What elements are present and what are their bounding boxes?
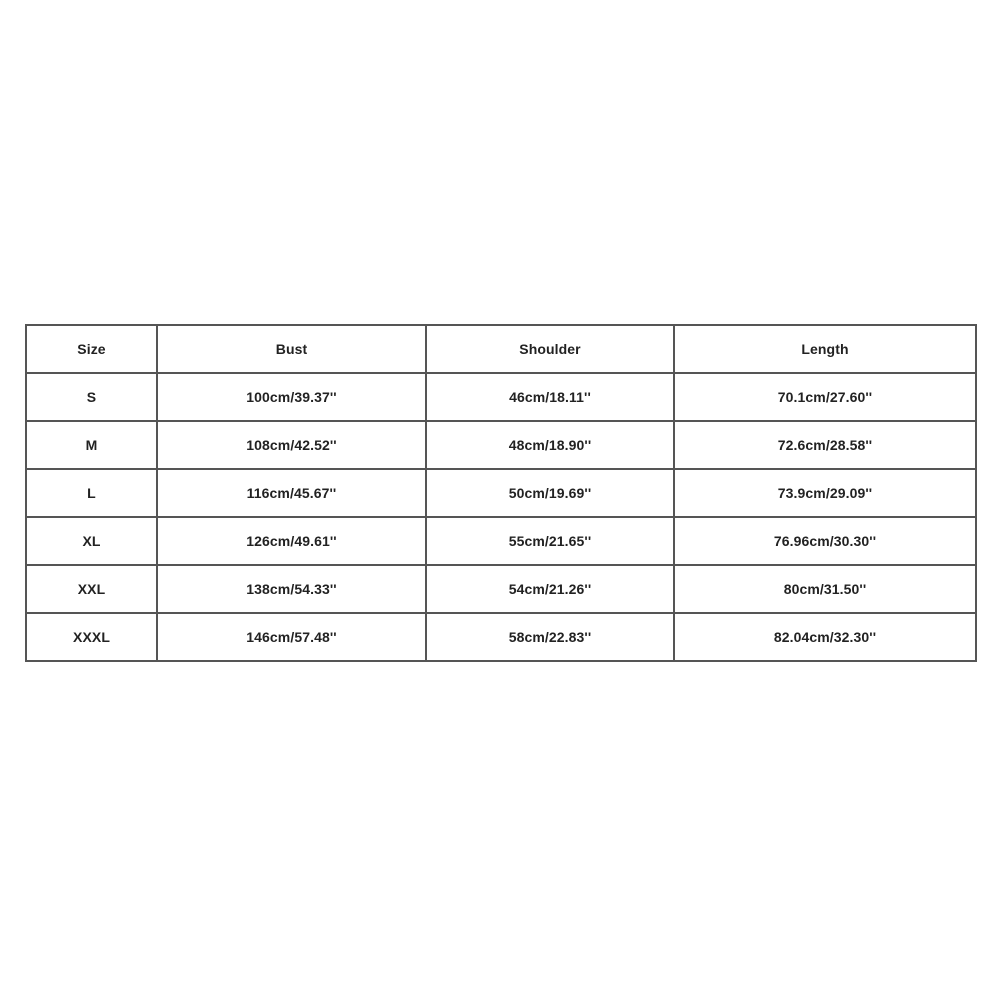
cell-shoulder: 58cm/22.83'' (426, 613, 674, 661)
table-row (26, 613, 976, 661)
cell-size: L (26, 469, 157, 517)
cell-bust: 126cm/49.61'' (157, 517, 426, 565)
cell-length: 80cm/31.50'' (674, 565, 976, 613)
cell-length: 70.1cm/27.60'' (674, 373, 976, 421)
cell-bust: 146cm/57.48'' (157, 613, 426, 661)
cell-size: XL (26, 517, 157, 565)
header-length: Length (674, 325, 976, 373)
header-bust: Bust (157, 325, 426, 373)
cell-length: 72.6cm/28.58'' (674, 421, 976, 469)
cell-size: M (26, 421, 157, 469)
cell-bust: 108cm/42.52'' (157, 421, 426, 469)
table-row (26, 517, 976, 565)
cell-shoulder: 48cm/18.90'' (426, 421, 674, 469)
table-row (26, 469, 976, 517)
cell-bust: 100cm/39.37'' (157, 373, 426, 421)
header-size: Size (26, 325, 157, 373)
cell-shoulder: 46cm/18.11'' (426, 373, 674, 421)
size-chart-table (25, 324, 977, 662)
cell-size: XXXL (26, 613, 157, 661)
cell-size: XXL (26, 565, 157, 613)
cell-length: 76.96cm/30.30'' (674, 517, 976, 565)
cell-shoulder: 54cm/21.26'' (426, 565, 674, 613)
cell-bust: 116cm/45.67'' (157, 469, 426, 517)
header-shoulder: Shoulder (426, 325, 674, 373)
cell-shoulder: 55cm/21.65'' (426, 517, 674, 565)
cell-shoulder: 50cm/19.69'' (426, 469, 674, 517)
table-row (26, 373, 976, 421)
cell-length: 82.04cm/32.30'' (674, 613, 976, 661)
cell-bust: 138cm/54.33'' (157, 565, 426, 613)
cell-length: 73.9cm/29.09'' (674, 469, 976, 517)
cell-size: S (26, 373, 157, 421)
table-row (26, 565, 976, 613)
table-header-row (26, 325, 976, 373)
table-row (26, 421, 976, 469)
